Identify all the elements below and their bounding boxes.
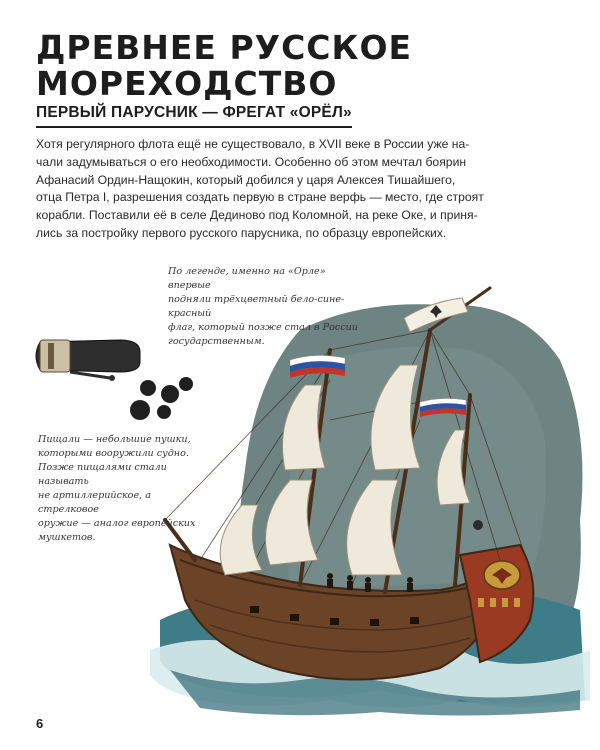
intro-line: лись за постройку первого русского парусника, по образцу европейских. bbox=[36, 225, 447, 240]
note-line: не артиллерийское, а стрелковое bbox=[38, 490, 151, 515]
cannon-note bbox=[38, 433, 208, 545]
note-line: мушкетов. bbox=[38, 532, 96, 543]
intro-line: отца Петра I, разрешения создать первую в стране верфь — место, где строят bbox=[36, 190, 484, 205]
title-line-1: ДРЕВНЕЕ РУССКОЕ bbox=[36, 28, 413, 67]
note-line: которыми вооружили судно. bbox=[38, 448, 189, 459]
note-line: флаг, который позже стал в России bbox=[168, 322, 358, 333]
section-subtitle: ПЕРВЫЙ ПАРУСНИК — ФРЕГАТ «ОРЁЛ» bbox=[36, 104, 352, 128]
note-line: подняли трёхцветный бело-сине-красный bbox=[168, 294, 345, 319]
flag-legend-note bbox=[168, 265, 364, 349]
intro-line: Хотя регулярного флота ещё не существовало, в XVII веке в России уже на- bbox=[36, 137, 470, 151]
intro-line: корабли. Поставили её в селе Дединово под Коломной, на реке Оке, и приня- bbox=[36, 208, 478, 223]
note-line: Позже пищалями стали называть bbox=[38, 462, 167, 487]
stern-lantern-icon bbox=[473, 520, 483, 530]
cannonballs bbox=[130, 377, 193, 420]
intro-line: чали задумываться о его необходимости. Особенно об этом мечтал боярин bbox=[36, 154, 467, 169]
intro-line: Афанасий Ордин-Нащокин, который добился у царя Алексея Тишайшего, bbox=[36, 172, 456, 187]
title-line-2: МОРЕХОДСТВО bbox=[36, 64, 338, 103]
note-line: По легенде, именно на «Орле» впервые bbox=[168, 266, 326, 291]
note-line: Пищали — небольшие пушки, bbox=[38, 434, 191, 445]
note-line: оружие — аналог европейских bbox=[38, 518, 196, 529]
page-number: 6 bbox=[36, 716, 44, 731]
cannon-illustration bbox=[36, 340, 140, 381]
note-line: государственным. bbox=[168, 336, 265, 347]
